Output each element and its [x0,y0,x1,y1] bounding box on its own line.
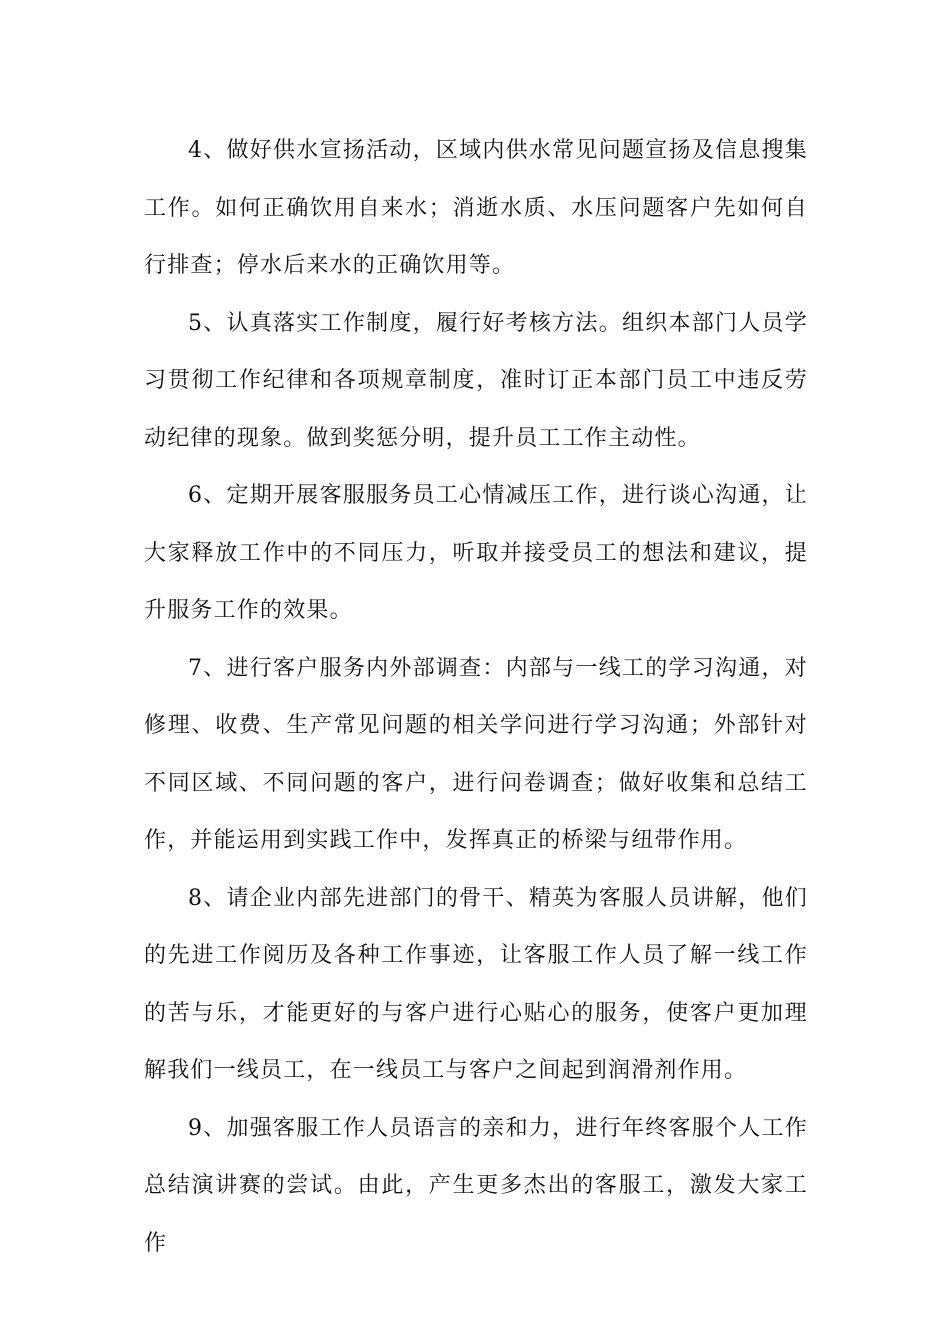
paragraph-item-6: 6、定期开展客服服务员工心情减压工作，进行谈心沟通，让大家释放工作中的不同压力，听取并接受员工的想法和建议，提升服务工作的效果。 [144,483,808,623]
paragraph-item-7: 7、进行客户服务内外部调查：内部与一线工的学习沟通，对修理、收费、生产常见问题的相关学问进行学习沟通；外部针对不同区域、不同问题的客户，进行问卷调查；做好收集和总结工作，并能运用到实践工作中，发挥真正的桥梁与纽带作用。 [144,655,808,853]
document-body [144,122,808,1272]
paragraph-item-9: 9、加强客服工作人员语言的亲和力，进行年终客服个人工作总结演讲赛的尝试。由此，产生更多杰出的客服工，激发大家工作 [144,1115,808,1256]
paragraph-item-8: 8、请企业内部先进部门的骨干、精英为客服人员讲解，他们的先进工作阅历及各种工作事迹，让客服工作人员了解一线工作的苦与乐，才能更好的与客户进行心贴心的服务，使客户更加理解我们一线员工，在一线员工与客户之间起到润滑剂作用。 [144,885,808,1083]
paragraph-item-4: 4、做好供水宣扬活动，区域内供水常见问题宣扬及信息搜集工作。如何正确饮用自来水；消逝水质、水压问题客户先如何自行排查；停水后来水的正确饮用等。 [144,138,808,278]
paragraph-item-5: 5、认真落实工作制度，履行好考核方法。组织本部门人员学习贯彻工作纪律和各项规章制度，准时订正本部门员工中违反劳动纪律的现象。做到奖惩分明，提升员工工作主动性。 [144,310,808,451]
